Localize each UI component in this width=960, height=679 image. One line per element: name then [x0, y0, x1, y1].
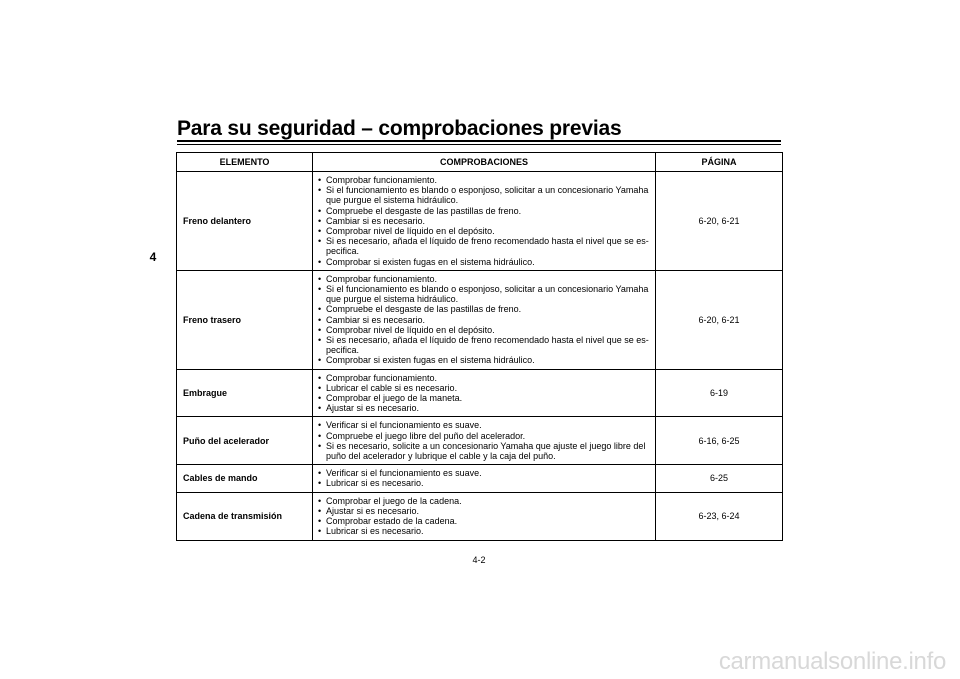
- check-item: • Lubricar si es necesario.: [318, 478, 651, 488]
- checks-list: [318, 496, 651, 537]
- check-item: • Comprobar si existen fugas en el sistema hidráulico.: [318, 257, 651, 267]
- chapter-tab: 4: [149, 250, 157, 264]
- check-item: • Comprobar nivel de líquido en el depósito.: [318, 226, 651, 236]
- header-comprobaciones: COMPROBACIONES: [313, 153, 656, 172]
- check-item: • Comprobar si existen fugas en el sistema hidráulico.: [318, 355, 651, 365]
- check-item: • Compruebe el desgaste de las pastillas de freno.: [318, 304, 651, 314]
- table-row: [177, 369, 783, 417]
- item-cell: Freno trasero: [177, 270, 313, 369]
- table-header-row: [177, 153, 783, 172]
- page-cell: 6-20, 6-21: [656, 270, 783, 369]
- checks-cell: [313, 172, 656, 271]
- table-row: [177, 270, 783, 369]
- check-item: • Si es necesario, solicite a un concesionario Yamaha que ajuste el juego libre del puño del acelerador y lubrique el cable y la caja del puño.: [318, 441, 651, 461]
- check-item: • Verificar si el funcionamiento es suave.: [318, 468, 651, 478]
- check-item: • Comprobar el juego de la maneta.: [318, 393, 651, 403]
- item-cell: Puño del acelerador: [177, 417, 313, 465]
- item-cell: Freno delantero: [177, 172, 313, 271]
- title-rule: [177, 140, 781, 145]
- check-item: • Ajustar si es necesario.: [318, 506, 651, 516]
- check-item: • Cambiar si es necesario.: [318, 315, 651, 325]
- page-cell: 6-20, 6-21: [656, 172, 783, 271]
- check-item: • Compruebe el desgaste de las pastillas de freno.: [318, 206, 651, 216]
- check-item: • Comprobar el juego de la cadena.: [318, 496, 651, 506]
- checks-list: [318, 274, 651, 366]
- table-row: [177, 172, 783, 271]
- page-cell: 6-25: [656, 465, 783, 492]
- check-item: • Comprobar nivel de líquido en el depósito.: [318, 325, 651, 335]
- page-number: 4-2: [472, 555, 486, 565]
- item-cell: Cables de mando: [177, 465, 313, 492]
- checks-cell: [313, 492, 656, 540]
- table-body: [177, 172, 783, 541]
- pre-operation-checks-table: [176, 152, 783, 541]
- page-title: Para su seguridad – comprobaciones previas: [177, 117, 622, 140]
- item-cell: Embrague: [177, 369, 313, 417]
- checks-list: [318, 468, 651, 488]
- check-item: • Si el funcionamiento es blando o esponjoso, solicitar a un concesionario Yamaha que purgue el sistema hidráulico.: [318, 284, 651, 304]
- check-item: • Si el funcionamiento es blando o esponjoso, solicitar a un concesionario Yamaha que purgue el sistema hidráulico.: [318, 185, 651, 205]
- check-item: • Ajustar si es necesario.: [318, 403, 651, 413]
- checks-list: [318, 175, 651, 267]
- checks-cell: [313, 417, 656, 465]
- page-cell: 6-19: [656, 369, 783, 417]
- check-item: • Lubricar si es necesario.: [318, 526, 651, 536]
- header-elemento: ELEMENTO: [177, 153, 313, 172]
- check-item: • Verificar si el funcionamiento es suave.: [318, 420, 651, 430]
- checks-cell: [313, 369, 656, 417]
- checks-cell: [313, 465, 656, 492]
- check-item: • Si es necesario, añada el líquido de freno recomendado hasta el nivel que se es-pecifica.: [318, 236, 651, 256]
- check-item: • Comprobar estado de la cadena.: [318, 516, 651, 526]
- table-row: [177, 492, 783, 540]
- check-item: • Comprobar funcionamiento.: [318, 175, 651, 185]
- watermark: carmanualsonline.info: [718, 648, 946, 675]
- check-item: • Comprobar funcionamiento.: [318, 274, 651, 284]
- check-item: • Comprobar funcionamiento.: [318, 373, 651, 383]
- check-item: • Cambiar si es necesario.: [318, 216, 651, 226]
- checks-list: [318, 373, 651, 414]
- checks-cell: [313, 270, 656, 369]
- check-item: • Compruebe el juego libre del puño del acelerador.: [318, 431, 651, 441]
- page-cell: 6-23, 6-24: [656, 492, 783, 540]
- check-item: • Si es necesario, añada el líquido de freno recomendado hasta el nivel que se es-pecifica.: [318, 335, 651, 355]
- table-row: [177, 465, 783, 492]
- checks-list: [318, 420, 651, 461]
- item-cell: Cadena de transmisión: [177, 492, 313, 540]
- page-cell: 6-16, 6-25: [656, 417, 783, 465]
- header-pagina: PÁGINA: [656, 153, 783, 172]
- table-row: [177, 417, 783, 465]
- check-item: • Lubricar el cable si es necesario.: [318, 383, 651, 393]
